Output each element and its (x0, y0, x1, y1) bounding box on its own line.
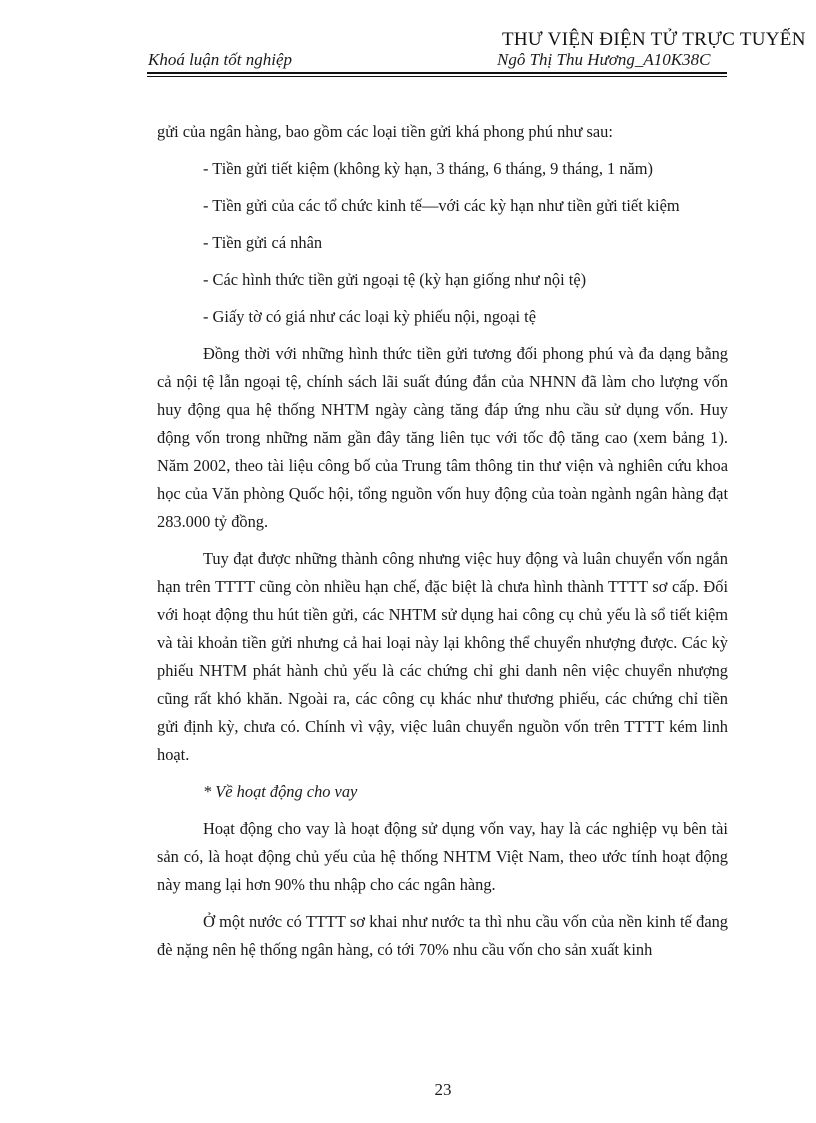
page-body (157, 118, 728, 973)
paragraph: Đồng thời với những hình thức tiền gửi tương đối phong phú và đa dạng bằng cả nội tệ lẫn ngoại tệ, chính sách lãi suất đúng đắn của NHNN đã làm cho lượng vốn huy động qua hệ thống NHTM ngày càng tăng đáp ứng nhu cầu sử dụng vốn. Huy động vốn trong những năm gần đây tăng liên tục với tốc độ tăng cao (xem bảng 1). Năm 2002, theo tài liệu công bố của Trung tâm thông tin thư viện và nghiên cứu khoa học của Văn phòng Quốc hội, tổng nguồn vốn huy động của toàn ngành ngân hàng đạt 283.000 tỷ đồng. (157, 344, 728, 531)
section-subheading: * Về hoạt động cho vay (203, 782, 358, 801)
header-author: Ngô Thị Thu Hương_A10K38C (497, 50, 711, 69)
list-item: - Tiền gửi tiết kiệm (không kỳ hạn, 3 tháng, 6 tháng, 9 tháng, 1 năm) (203, 159, 654, 178)
watermark-text: THƯ VIỆN ĐIỆN TỬ TRỰC TUYẾN (502, 29, 806, 50)
paragraph: Hoạt động cho vay là hoạt động sử dụng vốn vay, hay là các nghiệp vụ bên tài sản có, là hoạt động chủ yếu của hệ thống NHTM Việt Nam, theo ước tính hoạt động này mang lại hơn 90% thu nhập cho các ngân hàng. (157, 819, 728, 894)
paragraph: Ở một nước có TTTT sơ khai như nước ta thì nhu cầu vốn của nền kinh tế đang đè nặng nên hệ thống ngân hàng, có tới 70% nhu cầu vốn cho sản xuất kinh (157, 912, 728, 959)
paragraph: Tuy đạt được những thành công nhưng việc huy động và luân chuyển vốn ngắn hạn trên TTTT cũng còn nhiều hạn chế, đặc biệt là chưa hình thành TTTT sơ cấp. Đối với hoạt động thu hút tiền gửi, các NHTM sử dụng hai công cụ chủ yếu là sổ tiết kiệm và tài khoản tiền gửi nhưng cả hai loại này lại không thể chuyển nhượng được. Các kỳ phiếu NHTM phát hành chủ yếu là các chứng chỉ ghi danh nên việc chuyển nhượng cũng rất khó khăn. Ngoài ra, các công cụ khác như thương phiếu, các chứng chỉ tiền gửi định kỳ, chưa có. Chính vì vậy, việc luân chuyển nguồn vốn trên TTTT kém linh hoạt. (157, 549, 728, 764)
header-divider (147, 72, 727, 77)
list-item: - Tiền gửi của các tổ chức kinh tế—với các kỳ hạn như tiền gửi tiết kiệm (203, 196, 680, 215)
list-item: - Tiền gửi cá nhân (203, 233, 323, 252)
header-thesis-title: Khoá luận tốt nghiệp (148, 50, 293, 69)
intro-line: gửi của ngân hàng, bao gồm các loại tiền gửi khá phong phú như sau: (157, 122, 613, 141)
list-item: - Các hình thức tiền gửi ngoại tệ (kỳ hạn giống như nội tệ) (203, 270, 587, 289)
list-item: - Giấy tờ có giá như các loại kỳ phiếu nội, ngoại tệ (203, 307, 536, 326)
page-number: 23 (434, 1080, 452, 1099)
